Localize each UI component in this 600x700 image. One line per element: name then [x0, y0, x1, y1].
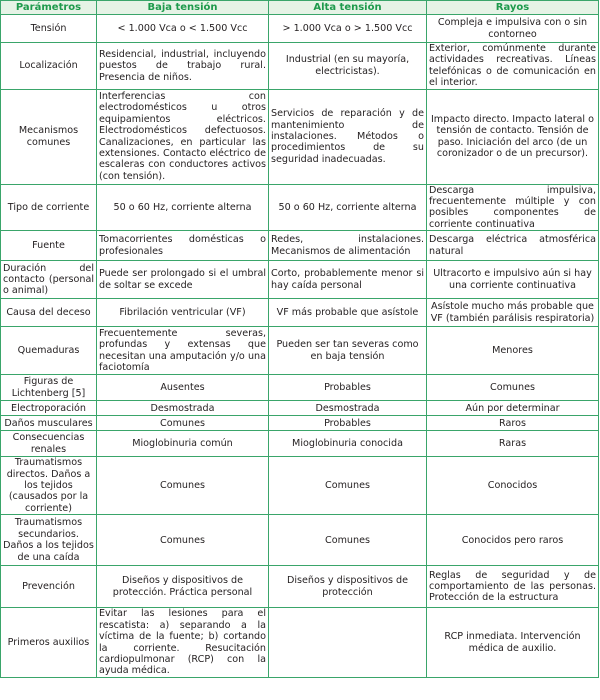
low-voltage-cell: Diseños y dispositivos de protección. Práctica personal: [97, 566, 269, 608]
lightning-cell: Impacto directo. Impacto lateral o tensión de contacto. Tensión de paso. Iniciación del arco (de un coronizador o de un precursor).: [427, 89, 599, 184]
table-row: [1, 15, 599, 43]
param-cell: Traumatismos secundarios. Daños a los tejidos de una caída: [1, 515, 97, 566]
low-voltage-cell: Desmostrada: [97, 401, 269, 416]
high-voltage-cell: Corto, probablemente menor si hay caída personal: [269, 261, 427, 299]
low-voltage-cell: Residencial, industrial, incluyendo puestos de trabajo rural. Presencia de niños.: [97, 43, 269, 90]
high-voltage-cell: > 1.000 Vca o > 1.500 Vcc: [269, 15, 427, 43]
low-voltage-cell: Evitar las lesiones para el rescatista: a) separando a la víctima de la fuente; b) cortando la corriente. Resucitación cardiopulmonar (RCP) con la ayuda médica.: [97, 608, 269, 677]
lightning-cell: Raras: [427, 431, 599, 457]
lightning-cell: Menores: [427, 327, 599, 375]
low-voltage-cell: 50 o 60 Hz, corriente alterna: [97, 184, 269, 231]
table-row: [1, 416, 599, 431]
table-row: [1, 89, 599, 184]
param-cell: Causa del deceso: [1, 299, 97, 327]
low-voltage-cell: Comunes: [97, 457, 269, 515]
header-alta-tension: Alta tensión: [269, 1, 427, 15]
param-cell: Quemaduras: [1, 327, 97, 375]
table-row: [1, 515, 599, 566]
lightning-cell: Conocidos pero raros: [427, 515, 599, 566]
table-row: [1, 608, 599, 677]
table-body: [1, 15, 599, 678]
table-row: [1, 327, 599, 375]
param-cell: Fuente: [1, 231, 97, 261]
header-rayos: Rayos: [427, 1, 599, 15]
low-voltage-cell: Frecuentemente severas, profundas y extensas que necesitan una amputación y/o una faciotomía: [97, 327, 269, 375]
param-cell: Daños musculares: [1, 416, 97, 431]
param-cell: Localización: [1, 43, 97, 90]
lightning-cell: Asístole mucho más probable que VF (también parálisis respiratoria): [427, 299, 599, 327]
high-voltage-cell: Probables: [269, 375, 427, 401]
param-cell: Primeros auxilios: [1, 608, 97, 677]
param-cell: Consecuencias renales: [1, 431, 97, 457]
high-voltage-cell: Comunes: [269, 457, 427, 515]
lightning-cell: Ultracorto e impulsivo aún si hay una corriente continuativa: [427, 261, 599, 299]
low-voltage-cell: Comunes: [97, 515, 269, 566]
param-cell: Prevención: [1, 566, 97, 608]
param-cell: Tensión: [1, 15, 97, 43]
high-voltage-cell: Mioglobinuria conocida: [269, 431, 427, 457]
low-voltage-cell: Interferencias con electrodomésticos u otros equipamientos eléctricos. Electrodomésticos defectuosos. Canalizaciones, en particular las extensiones. Contacto eléctrico de escaleras con conductores activos (con tensión).: [97, 89, 269, 184]
param-cell: Duración del contacto (personal o animal): [1, 261, 97, 299]
table-row: [1, 566, 599, 608]
param-cell: Traumatismos directos. Daños a los tejidos (causados por la corriente): [1, 457, 97, 515]
high-voltage-cell: Desmostrada: [269, 401, 427, 416]
high-voltage-cell: VF más probable que asístole: [269, 299, 427, 327]
lightning-cell: Descarga eléctrica atmosférica natural: [427, 231, 599, 261]
high-voltage-cell: Industrial (en su mayoría, electricistas).: [269, 43, 427, 90]
header-parametros: Parámetros: [1, 1, 97, 15]
param-cell: Tipo de corriente: [1, 184, 97, 231]
table-row: [1, 401, 599, 416]
high-voltage-cell: Comunes: [269, 515, 427, 566]
low-voltage-cell: Tomacorrientes domésticas o profesionales: [97, 231, 269, 261]
table-row: [1, 457, 599, 515]
high-voltage-cell: Redes, instalaciones. Mecanismos de alimentación: [269, 231, 427, 261]
lightning-cell: Compleja e impulsiva con o sin contorneo: [427, 15, 599, 43]
low-voltage-cell: Ausentes: [97, 375, 269, 401]
param-cell: Electroporación: [1, 401, 97, 416]
low-voltage-cell: Comunes: [97, 416, 269, 431]
low-voltage-cell: Mioglobinuria común: [97, 431, 269, 457]
lightning-cell: Conocidos: [427, 457, 599, 515]
high-voltage-cell: 50 o 60 Hz, corriente alterna: [269, 184, 427, 231]
lightning-cell: Comunes: [427, 375, 599, 401]
header-baja-tension: Baja tensión: [97, 1, 269, 15]
low-voltage-cell: Fibrilación ventricular (VF): [97, 299, 269, 327]
lightning-cell: Reglas de seguridad y de comportamiento de las personas. Protección de la estructura: [427, 566, 599, 608]
lightning-cell: Exterior, comúnmente durante actividades recreativas. Líneas telefónicas o de comunicación en el interior.: [427, 43, 599, 90]
param-cell: Figuras de Lichtenberg [5]: [1, 375, 97, 401]
low-voltage-cell: Puede ser prolongado si el umbral de soltar se excede: [97, 261, 269, 299]
table-row: [1, 261, 599, 299]
lightning-cell: RCP inmediata. Intervención médica de auxilio.: [427, 608, 599, 677]
lightning-cell: Aún por determinar: [427, 401, 599, 416]
param-cell: Mecanismos comunes: [1, 89, 97, 184]
high-voltage-cell: [269, 608, 427, 677]
table-row: [1, 299, 599, 327]
table-row: [1, 43, 599, 90]
header-row: [1, 1, 599, 15]
table-row: [1, 431, 599, 457]
high-voltage-cell: Diseños y dispositivos de protección: [269, 566, 427, 608]
low-voltage-cell: < 1.000 Vca o < 1.500 Vcc: [97, 15, 269, 43]
lightning-cell: Descarga impulsiva, frecuentemente múltiple y con posibles componentes de corriente continuativa: [427, 184, 599, 231]
lightning-cell: Raros: [427, 416, 599, 431]
high-voltage-cell: Servicios de reparación y de mantenimiento de instalaciones. Métodos o procedimientos de su seguridad inadecuadas.: [269, 89, 427, 184]
table-row: [1, 184, 599, 231]
table-row: [1, 231, 599, 261]
high-voltage-cell: Probables: [269, 416, 427, 431]
table-row: [1, 375, 599, 401]
high-voltage-cell: Pueden ser tan severas como en baja tensión: [269, 327, 427, 375]
